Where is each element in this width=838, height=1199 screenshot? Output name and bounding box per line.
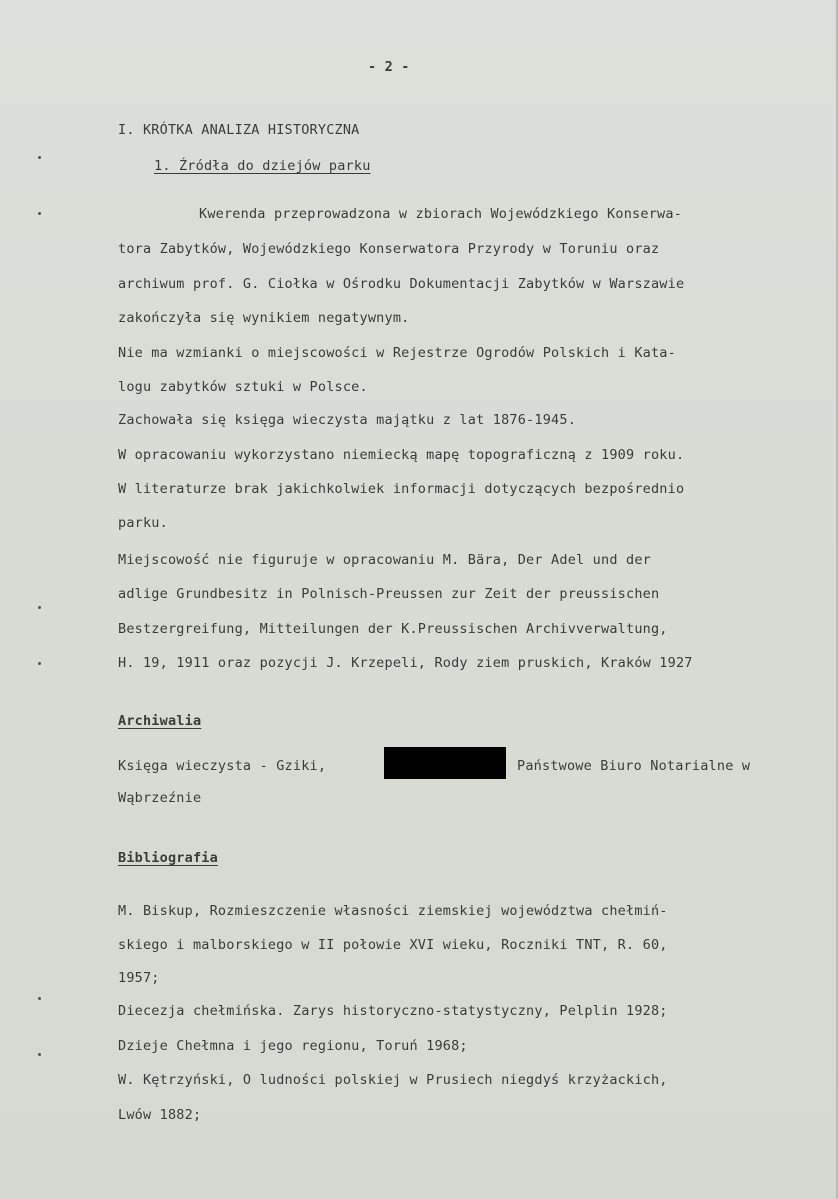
redaction-block (384, 747, 506, 779)
archiwalia-text-before: Księga wieczysta - Gziki, (118, 758, 327, 774)
paragraph-line: Miejscowość nie figuruje w opracowaniu M. Bära, Der Adel und der (118, 552, 651, 568)
bibliography-line: Lwów 1882; (118, 1107, 202, 1123)
margin-dot (38, 997, 41, 1000)
bibliography-line: W. Kętrzyński, O ludności polskiej w Prusiech niegdyś krzyżackich, (118, 1072, 668, 1088)
margin-dot (38, 662, 41, 665)
paragraph-line: logu zabytków sztuki w Polsce. (118, 379, 368, 395)
archiwalia-text-line2: Wąbrzeźnie (118, 790, 202, 806)
bibliography-line: Diecezja chełmińska. Zarys historyczno-statystyczny, Pelplin 1928; (118, 1003, 668, 1019)
subsection-heading: 1. Źródła do dziejów parku (154, 158, 371, 174)
archiwalia-heading: Archiwalia (118, 713, 202, 729)
paragraph-line: archiwum prof. G. Ciołka w Ośrodku Dokumentacji Zabytków w Warszawie (118, 276, 685, 292)
bibliography-line: 1957; (118, 970, 160, 986)
margin-dot (38, 1053, 41, 1056)
paragraph-line: adlige Grundbesitz in Polnisch-Preussen zur Zeit der preussischen (118, 586, 660, 602)
margin-dot (38, 156, 41, 159)
paragraph-line: W literaturze brak jakichkolwiek informacji dotyczących bezpośrednio (118, 481, 685, 497)
paragraph-line: zakończyła się wynikiem negatywnym. (118, 310, 410, 326)
paragraph-line: Nie ma wzmianki o miejscowości w Rejestrze Ogrodów Polskich i Kata- (118, 345, 676, 361)
paragraph-line: Kwerenda przeprowadzona w zbiorach Wojewódzkiego Konserwa- (199, 206, 683, 222)
paragraph-line: W opracowaniu wykorzystano niemiecką mapę topograficzną z 1909 roku. (118, 447, 685, 463)
bibliography-line: Dzieje Chełmna i jego regionu, Toruń 1968; (118, 1038, 468, 1054)
bibliography-line: M. Biskup, Rozmieszczenie własności ziemskiej województwa chełmiń- (118, 903, 668, 919)
page-number: - 2 - (368, 59, 410, 75)
margin-dot (38, 606, 41, 609)
margin-dot (38, 212, 41, 215)
archiwalia-text-after: Państwowe Biuro Notarialne w (517, 758, 751, 774)
paragraph-line: Zachowała się księga wieczysta majątku z lat 1876-1945. (118, 412, 577, 428)
bibliografia-heading: Bibliografia (118, 850, 218, 866)
bibliography-line: skiego i malborskiego w II połowie XVI wieku, Roczniki TNT, R. 60, (118, 937, 668, 953)
paragraph-line: tora Zabytków, Wojewódzkiego Konserwatora Przyrody w Toruniu oraz (118, 241, 660, 257)
paragraph-line: Bestzergreifung, Mitteilungen der K.Preussischen Archivverwaltung, (118, 621, 668, 637)
section-heading: I. KRÓTKA ANALIZA HISTORYCZNA (118, 122, 360, 138)
paragraph-line: H. 19, 1911 oraz pozycji J. Krzepeli, Rody ziem pruskich, Kraków 1927 (118, 655, 693, 671)
paragraph-line: parku. (118, 515, 168, 531)
